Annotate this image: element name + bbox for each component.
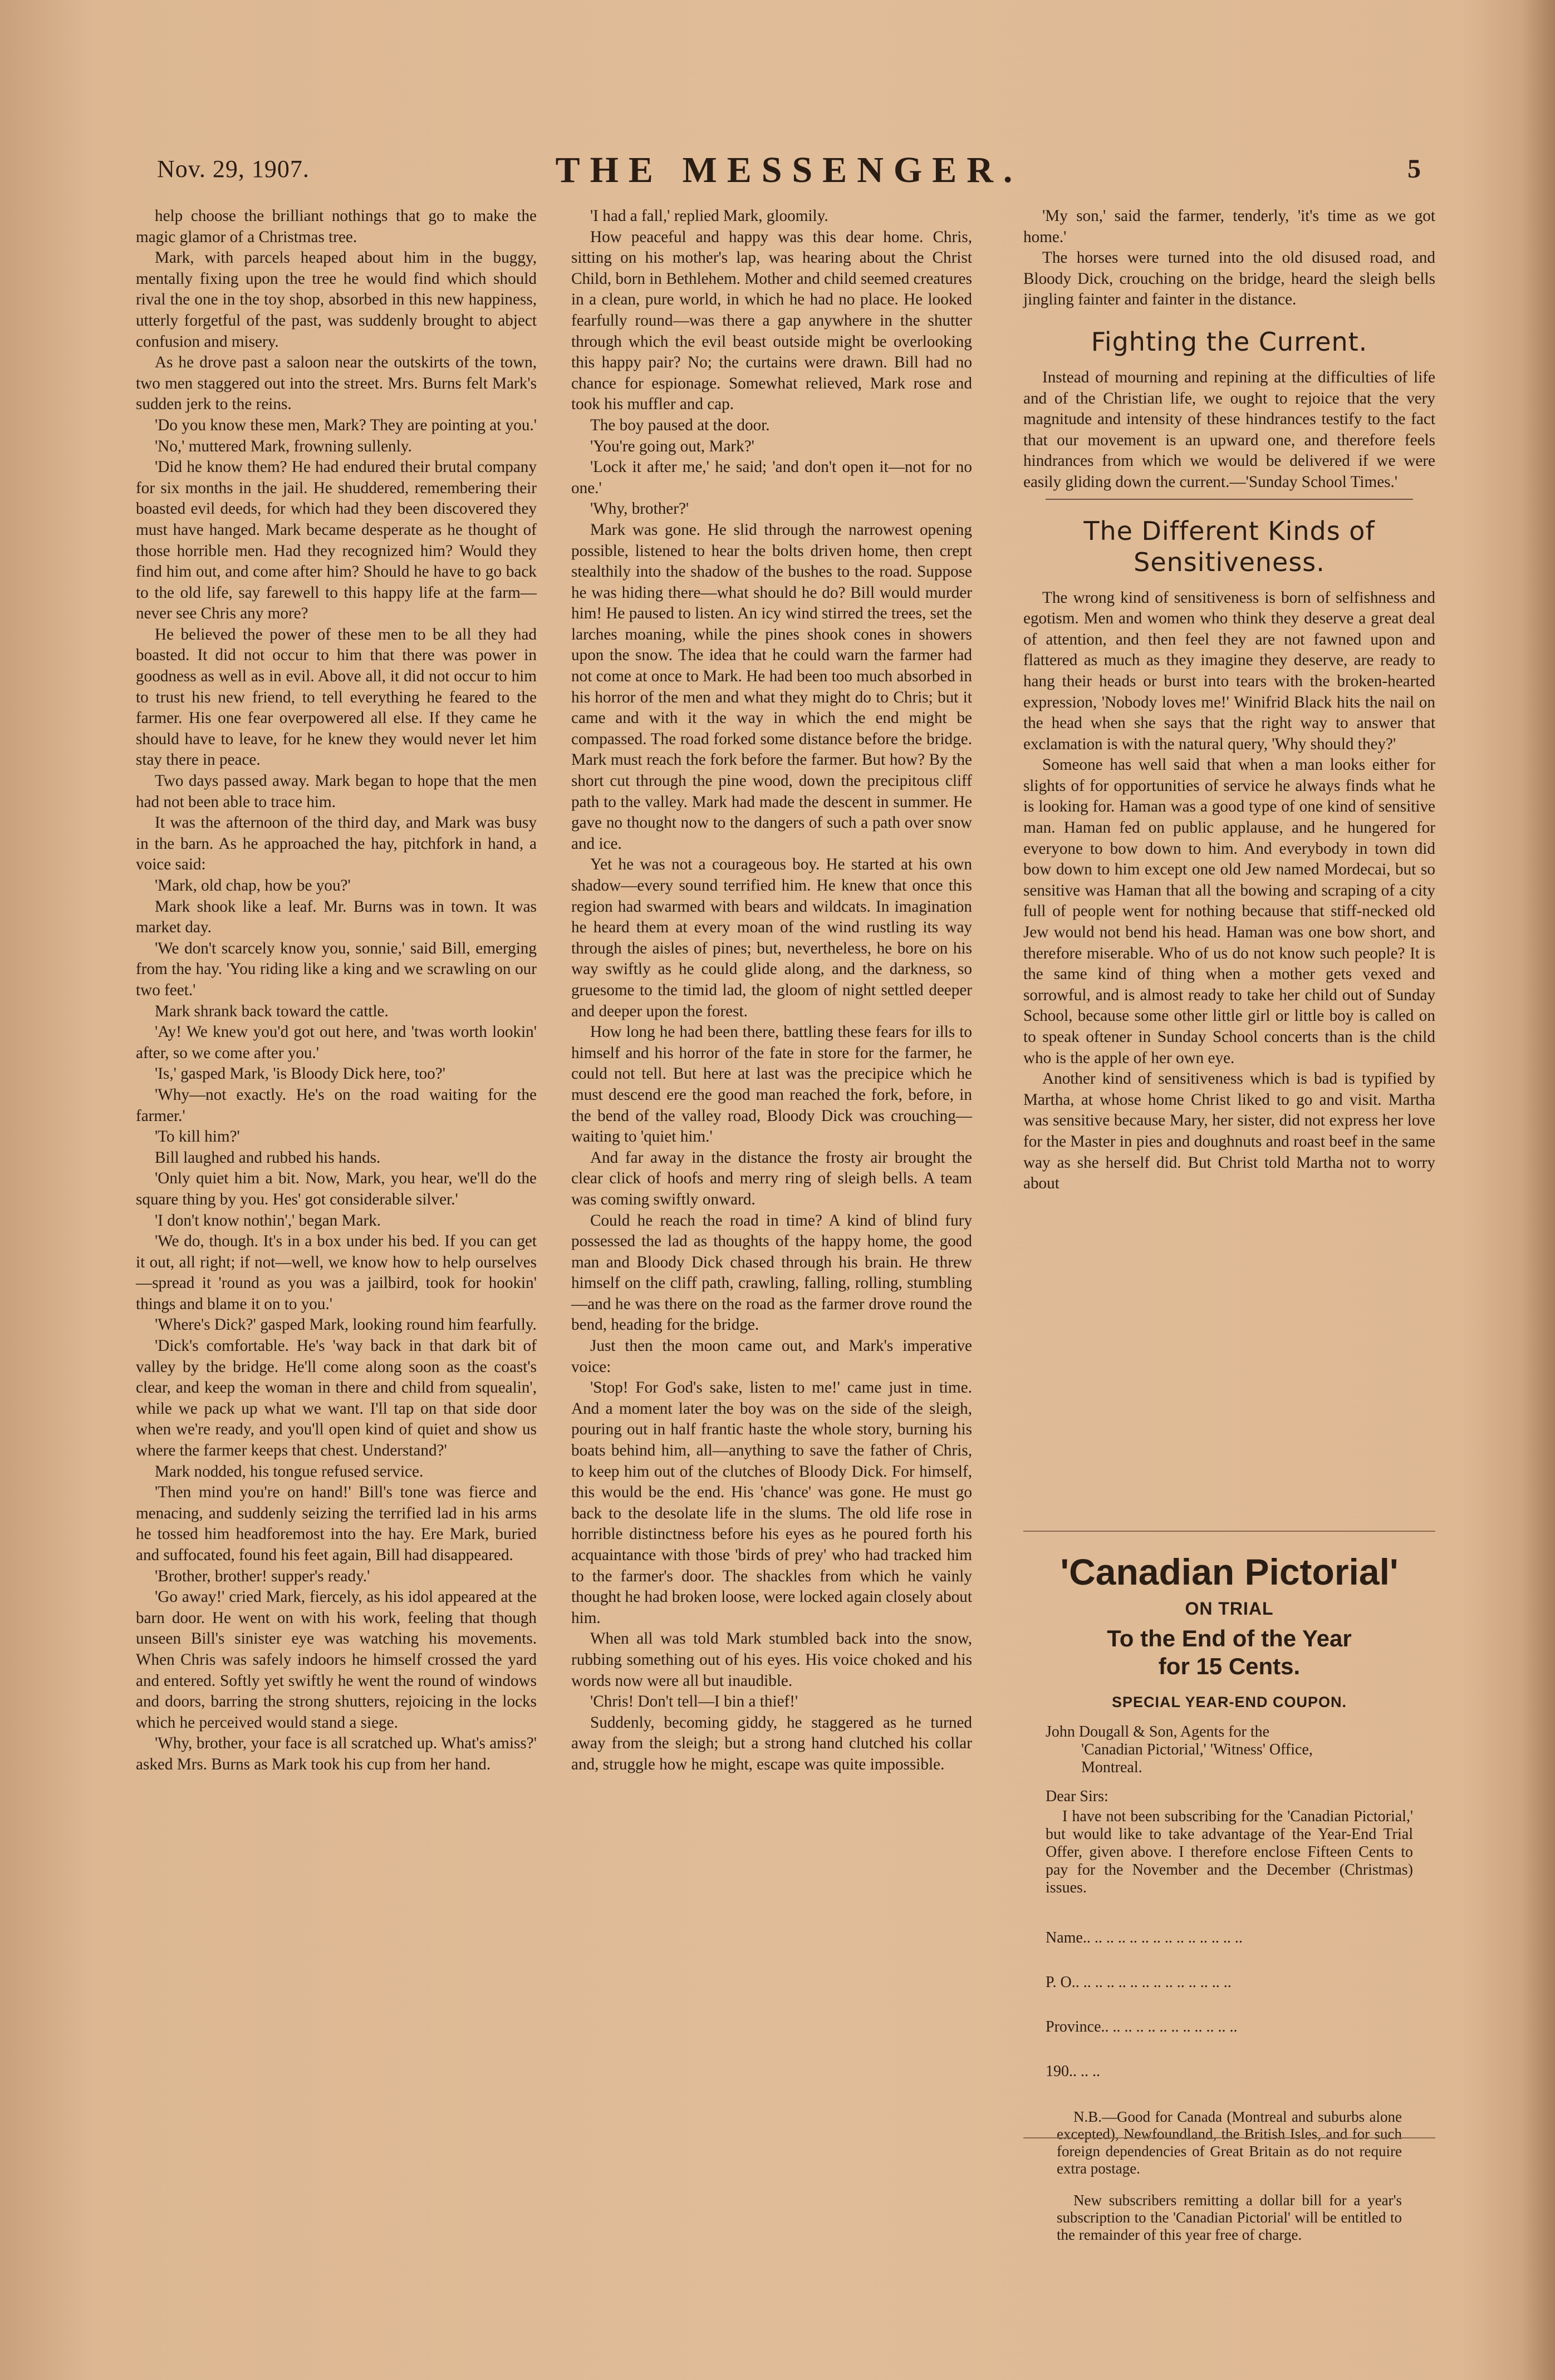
article-title-fighting: Fighting the Current. xyxy=(1091,326,1368,357)
coupon-note: N.B.—Good for Canada (Montreal and suburbs alone excepted), Newfoundland, the British Isles, and for such foreign dependencies of Great Britain as do not require extra postage. xyxy=(1057,2108,1402,2177)
address-line-2: 'Canadian Pictorial,' 'Witness' Office, xyxy=(1081,1741,1313,1758)
story-paragraph: 'Mark, old chap, how be you?' xyxy=(155,877,351,894)
story-paragraph: Yet he was not a courageous boy. He started at his own shadow—every sound terrified him. He knew that once this region had swarmed with bears and wildcats. In imagination he heard them at every moan of the wind rustling its way through the aisles of pines; but, nevertheless, he bore on his way swiftly as he could glide along, and the darkness, so gruesome to the timid lad, the gloom of night settled deeper and deeper upon the forest. xyxy=(571,855,972,1020)
story-paragraph: Mark shrank back toward the cattle. xyxy=(155,1002,389,1020)
story-paragraph: Bill laughed and rubbed his hands. xyxy=(155,1148,381,1167)
coupon-body: I have not been subscribing for the 'Canadian Pictorial,' but would like to take advantage of the Year-End Trial Offer, given above. I therefore enclose Fifteen Cents to pay for the November and the December (Christmas) issues. xyxy=(1046,1808,1413,1896)
story-paragraph: Two days passed away. Mark began to hope that the men had not been able to trace him. xyxy=(136,772,537,811)
story-paragraph: Mark was gone. He slid through the narrowest opening possible, listened to hear the bolts driven home, then crept stealthily into the shadow of the bushes to the road. Suppose he was hiding there—what should he do? Bill would murder him! He paused to listen. An icy wind stirred the trees, set the larches moaning, while the pines shook cones in showers upon the snow. The idea that he could warn the farmer had not come at once to Mark. He had been too much absorbed in his horror of the men and what they might do to Chris; but it came and with it the way in which the end might be compassed. The road forked some distance before the bridge. Mark must reach the fork before the farmer. But how? By the short cut through the pine wood, down the precipitous cliff path to the valley. Mark had made the descent in summer. He gave no thought now to the dangers of such a path over snow and ice. xyxy=(571,520,972,853)
story-paragraph: 'I don't know nothin',' began Mark. xyxy=(155,1211,381,1230)
story-paragraph: 'To kill him?' xyxy=(155,1128,240,1146)
coupon-po-field: P. O.. .. .. .. .. .. .. .. .. .. .. .. .. .. xyxy=(1046,1974,1232,1991)
story-paragraph: 'Go away!' cried Mark, fiercely, as his idol appeared at the barn door. He went on with his work, feeling that though unseen Bill's sinister eye was watching his movements. When Chris was safely indoors he himself crossed the yard and entered. Softly yet swiftly he went the round of windows and doors, barring the strong shutters, rejoicing in the locks which he perceived would stand a siege. xyxy=(136,1588,537,1732)
story-paragraph: And far away in the distance the frosty air brought the clear click of hoofs and merry ring of sleigh bells. A team was coming swiftly onward. xyxy=(571,1148,972,1208)
article-title-sensitiveness: The Different Kinds of Sensitiveness. xyxy=(1083,515,1375,577)
coupon-address xyxy=(1046,1723,1413,1777)
story-paragraph: It was the afternoon of the third day, and Mark was busy in the barn. As he approached the hay, pitchfork in hand, a voice said: xyxy=(136,814,537,874)
masthead-title: THE MESSENGER. xyxy=(555,150,1023,190)
story-paragraph: 'Where's Dick?' gasped Mark, looking round him fearfully. xyxy=(155,1316,537,1334)
article-body-sensitiveness xyxy=(1023,588,1435,1194)
story-paragraph: help choose the brilliant nothings that go to make the magic glamor of a Christmas tree. xyxy=(136,207,537,246)
story-paragraph: 'Then mind you're on hand!' Bill's tone was fierce and menacing, and suddenly seizing the terrified lad in his arms he tossed him headforemost into the hay. Ere Mark, buried and suffocated, found his feet again, Bill had disappeared. xyxy=(136,1483,537,1564)
story-paragraph: He believed the power of these men to be all they had boasted. It did not occur to him that there was power in goodness as well as in evil. Above all, it did not occur to him to trust his new friend, to tell everything he feared to the farmer. His one fear overpowered all else. If they came he should have to leave, for he knew they would never let him stay there in peace. xyxy=(136,625,537,769)
story-paragraph: 'No,' muttered Mark, frowning sullenly. xyxy=(155,437,412,455)
story-paragraph: 'Why, brother?' xyxy=(590,500,689,518)
coupon-salutation: Dear Sirs: xyxy=(1046,1788,1108,1805)
coupon-province-field: Province.. .. .. .. .. .. .. .. .. .. .. .. xyxy=(1046,2018,1238,2035)
story-paragraph: 'My son,' said the farmer, tenderly, 'it's time as we got home.' xyxy=(1023,207,1435,246)
ad-top-rule xyxy=(1023,1531,1435,1532)
story-paragraph: How long he had been there, battling these fears for ills to himself and his horror of the fate in store for the farmer, he could not tell. But here at last was the precipice which he must descend ere the good man reached the fork, before, in the bend of the valley road, Bloody Dick was crouching—waiting to 'quiet him.' xyxy=(571,1023,972,1146)
address-line-3: Montreal. xyxy=(1081,1759,1142,1776)
address-line-1: John Dougall & Son, Agents for the xyxy=(1046,1723,1270,1740)
story-paragraph: 'Stop! For God's sake, listen to me!' came just in time. And a moment later the boy was on the side of the sleigh, pouring out in half frantic haste the whole story, burning his boats behind him, all—anything to save the father of Chris, to keep him out of the clutches of Bloody Dick. For himself, this would be the end. His 'chance' was gone. He must go back to the desolate life in the slums. The old life rose in horrible distinctness before his eyes as he poured forth his acquaintance with those 'birds of prey' who had tracked him to the farmer's door. The shackles from which he vainly thought he had broken loose, were locked again closely about him. xyxy=(571,1379,972,1627)
story-paragraph: Just then the moon came out, and Mark's imperative voice: xyxy=(571,1337,972,1376)
article-body-fighting: Instead of mourning and repining at the difficulties of life and of the Christian life, we ought to rejoice that the very magnitude and intensity of these hindrances testify to the fact that our movement is an upward one, and therefore feels hindrances from which we would be delivered if we were easily gliding down the current.—'Sunday School Times.' xyxy=(1023,368,1435,491)
story-paragraph: Mark, with parcels heaped about him in the buggy, mentally fixing upon the tree he would find which should rival the one in the toy shop, absorbed in this new happiness, utterly forgetful of the past, was suddenly brought to abject confusion and misery. xyxy=(136,249,537,351)
page-number: 5 xyxy=(1407,154,1421,184)
column-2 xyxy=(571,206,972,1776)
article-paragraph: Someone has well said that when a man looks either for slights of for opportunities of service he always finds what he is looking for. Haman was a good type of one kind of sensitive man. Haman fed on public applause, and he hungered for everyone to bow down to him. And everybody in town did bow down to him except one old Jew named Mordecai, but so sensitive was Haman that all the bowing and scraping of a city full of people went for nothing because that stiff-necked old Jew would not bend his head. Haman was one bow short, and therefore miserable. Who of us do not know such people? It is the same kind of thing when a mother gets vexed and sorrowful, and is almost ready to take her child out of Sunday School, because some other little girl or little boy is called on to speak oftener in Sunday School concerts than is the child who is the apple of her own eye. xyxy=(1023,756,1435,1067)
story-paragraph: 'Do you know these men, Mark? They are pointing at you.' xyxy=(155,416,537,434)
column-3 xyxy=(1023,206,1435,1194)
story-paragraph: 'Why, brother, your face is all scratched up. What's amiss?' asked Mrs. Burns as Mark took his cup from her hand. xyxy=(136,1734,537,1773)
story-paragraph: How peaceful and happy was this dear home. Chris, sitting on his mother's lap, was hearing about the Christ Child, born in Bethlehem. Mother and child seemed creatures in a clean, pure world, in which he had no place. He looked fearfully round—was there a gap anywhere in the shutter through which the evil beast outside might be overlooking this happy pair? No; the curtains were drawn. Bill had no chance for espionage. Somewhat relieved, Mark rose and took his muffler and cap. xyxy=(571,228,972,414)
story-paragraph: 'Ay! We knew you'd got out here, and 'twas worth lookin' after, so we come after you.' xyxy=(136,1023,537,1062)
ad-bottom-rule xyxy=(1023,2137,1435,2138)
ad-title: 'Canadian Pictorial' xyxy=(1060,1551,1399,1592)
page-edge-shadow xyxy=(1522,0,1555,2380)
canadian-pictorial-ad xyxy=(1023,1541,1435,2243)
story-paragraph: The boy paused at the door. xyxy=(590,416,770,434)
ad-offer xyxy=(1023,1625,1435,1680)
story-ending xyxy=(1023,206,1435,311)
story-paragraph: Mark shook like a leaf. Mr. Burns was in town. It was market day. xyxy=(136,897,537,937)
column-1 xyxy=(136,206,537,1776)
story-paragraph: Mark nodded, his tongue refused service. xyxy=(155,1462,424,1481)
coupon-heading: SPECIAL YEAR-END COUPON. xyxy=(1111,1694,1347,1710)
story-paragraph: 'Dick's comfortable. He's 'way back in that dark bit of valley by the bridge. He'll come along soon as the coast's clear, and keep the woman in there and child from squealin', while we pack up what we want. I'll tap on that side door when we're ready, and you'll open kind of quiet and show us where the farmer keeps that chest. Understand?' xyxy=(136,1337,537,1460)
article-paragraph: Another kind of sensitiveness which is bad is typified by Martha, at whose home Christ liked to go and visit. Martha was sensitive because Mary, her sister, did not express her love for the Master in pies and doughnuts and roast beef in the same way as she herself did. But Christ told Martha not to worry about xyxy=(1023,1070,1435,1193)
story-paragraph: 'Brother, brother! supper's ready.' xyxy=(155,1567,370,1585)
story-paragraph: 'Did he know them? He had endured their brutal company for six months in the jail. He shuddered, remembering their boasted evil deeds, for which had they been discovered they must have hanged. Mark became desperate as he thought of those horrible men. Had they recognized him? Would they find him out, and come after him? Should he have to go back to the old life, say farewell to this happy life at the farm—never see Chris any more? xyxy=(136,458,537,623)
page-header xyxy=(157,149,1421,194)
article-divider xyxy=(1046,499,1413,500)
story-paragraph: 'You're going out, Mark?' xyxy=(590,437,754,455)
article-paragraph: The wrong kind of sensitiveness is born of selfishness and egotism. Men and women who think they deserve a great deal of attention, and then feel they are not fawned upon and flattered as much as they imagine they deserve, are ready to hang their heads or burst into tears with the broken-hearted expression, 'Nobody loves me!' Winifrid Black hits the nail on the head when she says that the right way to answer that exclamation is with the natural query, 'Why should they?' xyxy=(1023,588,1435,753)
story-paragraph: 'Lock it after me,' he said; 'and don't open it—not for no one.' xyxy=(571,458,972,497)
ad-on-trial: ON TRIAL xyxy=(1185,1599,1274,1619)
issue-date: Nov. 29, 1907. xyxy=(157,155,310,183)
story-paragraph: Suddenly, becoming giddy, he staggered as he turned away from the sleigh; but a strong hand clutched his collar and, struggle how he might, escape was quite impossible. xyxy=(571,1713,972,1773)
story-paragraph: 'Only quiet him a bit. Now, Mark, you hear, we'll do the square thing by you. Hes' got considerable silver.' xyxy=(136,1169,537,1208)
story-paragraph: As he drove past a saloon near the outskirts of the town, two men staggered out into the street. Mrs. Burns felt Mark's sudden jerk to the reins. xyxy=(136,353,537,414)
story-paragraph: 'I had a fall,' replied Mark, gloomily. xyxy=(590,207,828,225)
coupon-name-field: Name.. .. .. .. .. .. .. .. .. .. .. .. .. .. xyxy=(1046,1929,1243,1946)
story-paragraph: Could he reach the road in time? A kind of blind fury possessed the lad as thoughts of the happy home, the good man and Bloody Dick chased through his brain. He threw himself on the cliff path, crawling, falling, rolling, stumbling—and he was there on the road as the farmer drove round the bend, heading for the bridge. xyxy=(571,1211,972,1334)
story-paragraph: 'We do, though. It's in a box under his bed. If you can get it out, all right; if not—well, we know how to help ourselves—spread it 'round as you was a jailbird, took for hookin' things and blame it on to you.' xyxy=(136,1232,537,1313)
story-paragraph: 'We don't scarcely know you, sonnie,' said Bill, emerging from the hay. 'You riding like a king and we scrawling on our two feet.' xyxy=(136,939,537,999)
coupon-year-field: 190.. .. .. xyxy=(1046,2063,1100,2080)
new-subscribers-note: New subscribers remitting a dollar bill for a year's subscription to the 'Canadian Pictorial' will be entitled to the remainder of this year free of charge. xyxy=(1057,2192,1402,2243)
story-paragraph: 'Chris! Don't tell—I bin a thief!' xyxy=(590,1693,798,1711)
story-paragraph: When all was told Mark stumbled back into the snow, rubbing something out of his eyes. His voice choked and his words now were all but inaudible. xyxy=(571,1630,972,1690)
ad-offer-line-2: for 15 Cents. xyxy=(1158,1653,1301,1679)
story-paragraph: 'Is,' gasped Mark, 'is Bloody Dick here, too?' xyxy=(155,1065,445,1083)
story-paragraph: 'Why—not exactly. He's on the road waiting for the farmer.' xyxy=(136,1085,537,1125)
ad-offer-line-1: To the End of the Year xyxy=(1107,1625,1352,1651)
story-paragraph: The horses were turned into the old disused road, and Bloody Dick, crouching on the bridge, heard the sleigh bells jingling fainter and fainter in the distance. xyxy=(1023,249,1435,309)
